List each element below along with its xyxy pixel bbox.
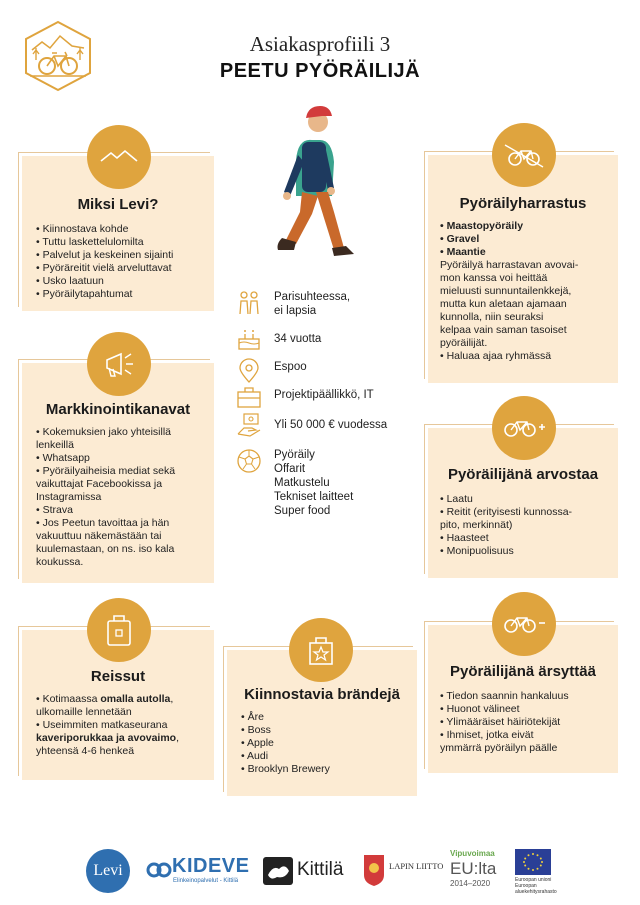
kideve-chain-icon — [146, 859, 172, 881]
profile-row-interests — [236, 448, 353, 518]
vipuvoimaa-label: Vipuvoimaa — [450, 849, 495, 858]
hobby-list — [440, 220, 618, 363]
profile-row-job — [236, 384, 374, 410]
profile-row-relationship — [236, 290, 350, 318]
profile-row-income — [236, 412, 387, 438]
card-title: Reissut — [90, 668, 146, 685]
value-list — [440, 493, 618, 558]
paragraph-line: kunnolla, niin seuraksi — [440, 311, 544, 323]
list-item: • Reitit (erityisesti kunnossa- pito, merkinnät) — [440, 506, 618, 532]
list-item: • Palvelut ja keskeinen sijainti — [36, 249, 214, 262]
card-title: Pyöräilijänä ärsyttää — [450, 663, 596, 680]
list-item: • Ihmiset, jotka eivät ymmärrä pyöräilyn päälle — [440, 729, 618, 755]
bike-minus-icon — [492, 592, 556, 656]
lapin-liitto-crest-icon — [362, 853, 386, 887]
vipuvoimaa-eu-text: EU:lta — [450, 859, 497, 878]
list-item: • Tuttu laskettelulomilta — [36, 236, 214, 249]
interest-text: Matkustelu — [274, 477, 330, 489]
list-item: • Apple — [241, 737, 417, 750]
list-item: • Useimmiten matkaseurana kaveriporukkaa ja avovaimo, yhteensä 4-6 henkeä — [36, 719, 214, 758]
eu-flag-icon — [515, 849, 551, 875]
card-title: Markkinointikanavat — [45, 401, 191, 418]
kittila-logo-text: Kittilä — [297, 859, 344, 880]
paragraph-line: mutta kun aletaan ajamaan — [440, 298, 567, 310]
list-item: • Pyöräreitit vielä arveluttavat — [36, 262, 214, 275]
interest-text: Tekniset laitteet — [274, 491, 354, 503]
football-icon — [236, 448, 262, 474]
levi-logo: Levi — [86, 849, 130, 893]
location-pin-icon — [236, 358, 262, 384]
paragraph-line: mieluusti sunnuntailenkkejä, — [440, 285, 572, 297]
kideve-logo-text: KIDEVE — [172, 855, 250, 877]
couple-icon — [236, 290, 262, 316]
list-item: • Haasteet — [440, 532, 618, 545]
card-pyorailyharrastus — [428, 155, 618, 383]
birthday-cake-icon — [236, 326, 262, 352]
interest-text: Pyöräily — [274, 449, 315, 461]
list-item: • Maantie — [440, 246, 618, 259]
job-text: Projektipäällikkö, IT — [274, 389, 374, 401]
card-markkinointikanavat — [22, 363, 214, 583]
city-text: Espoo — [274, 361, 307, 373]
list-item: • Strava — [36, 504, 214, 517]
card-title: Pyöräilijänä arvostaa — [447, 466, 599, 483]
list-item: • Åre — [241, 711, 417, 724]
age-text: 34 vuotta — [274, 333, 322, 345]
list-item: • Maastopyöräily — [440, 220, 618, 233]
brand-list — [241, 711, 417, 776]
list-item: • Gravel — [440, 233, 618, 246]
cyclist-illustration — [262, 100, 362, 265]
annoyance-list — [440, 690, 618, 755]
income-text: Yli 50 000 € vuodessa — [274, 419, 388, 431]
interest-text: Super food — [274, 505, 331, 517]
travel-list — [36, 693, 214, 758]
profile-subtitle: Asiakasprofiili 3 — [249, 32, 391, 56]
eu-label: Euroopan unioni Euroopan aluekehitysrahasto — [515, 877, 557, 895]
interest-text: Offarit — [274, 463, 306, 475]
list-item: • Kotimaassa omalla autolla, ulkomaille lennetään — [36, 693, 214, 719]
paragraph-line: pyöräilijät. — [440, 337, 488, 349]
list-item: • Haluaa ajaa ryhmässä — [440, 350, 618, 363]
kittila-dog-icon — [263, 857, 293, 885]
card-title: Pyöräilyharrastus — [459, 195, 587, 212]
profile-row-age — [236, 326, 321, 352]
suitcase-icon — [87, 598, 151, 662]
paragraph-line: Pyöräilyä harrastavan avovai- — [440, 259, 579, 271]
list-item: • Jos Peetun tavoittaa ja hän vakuuttuu näkemästään tai kuulemastaan, on ns. iso kala koukussa. — [36, 517, 214, 569]
list-item: • Pyöräilytapahtumat — [36, 288, 214, 301]
list-item: • Whatsapp — [36, 452, 214, 465]
money-hand-icon — [236, 412, 262, 438]
page-title: PEETU PYÖRÄILIJÄ — [219, 60, 421, 82]
bike-downhill-icon — [492, 123, 556, 187]
megaphone-icon — [87, 332, 151, 396]
card-title: Miksi Levi? — [77, 196, 159, 213]
card-title: Kiinnostavia brändejä — [244, 686, 400, 703]
list-item: • Kiinnostava kohde — [36, 223, 214, 236]
lapin-liitto-text: LAPIN LIITTO — [389, 861, 444, 871]
paragraph-line: kelpaa vain saman tasoiset — [440, 324, 567, 336]
shopping-bag-icon — [289, 618, 353, 682]
channel-list — [36, 426, 214, 569]
list-item: • Ylimääräiset häiriötekijät — [440, 716, 618, 729]
list-item: • Tiedon saannin hankaluus — [440, 690, 618, 703]
list-item: • Laatu — [440, 493, 618, 506]
list-item: • Kokemuksien jako yhteisillä lenkeillä — [36, 426, 214, 452]
list-item: • Boss — [241, 724, 417, 737]
profile-row-location — [236, 358, 307, 384]
list-item: • Pyöräilyaiheisia mediat sekä vaikuttajat Facebookissa ja Instagramissa — [36, 465, 214, 504]
kideve-subtitle: Elinkeinopalvelut - Kittilä — [173, 878, 239, 884]
relationship-text: Parisuhteessa, — [274, 291, 351, 303]
mountain-line-icon — [87, 125, 151, 189]
list-item: • Usko laatuun — [36, 275, 214, 288]
reason-list — [36, 223, 214, 301]
list-item: • Huonot välineet — [440, 703, 618, 716]
briefcase-icon — [236, 384, 262, 410]
partner-logos — [0, 845, 640, 895]
vipuvoimaa-years: 2014–2020 — [450, 879, 491, 888]
relationship-text: ei lapsia — [274, 305, 317, 317]
list-item: • Brooklyn Brewery — [241, 763, 417, 776]
list-item: • Monipuolisuus — [440, 545, 618, 558]
list-item: • Audi — [241, 750, 417, 763]
paragraph-line: mon kanssa voi heittää — [440, 272, 548, 284]
bike-plus-icon — [492, 396, 556, 460]
